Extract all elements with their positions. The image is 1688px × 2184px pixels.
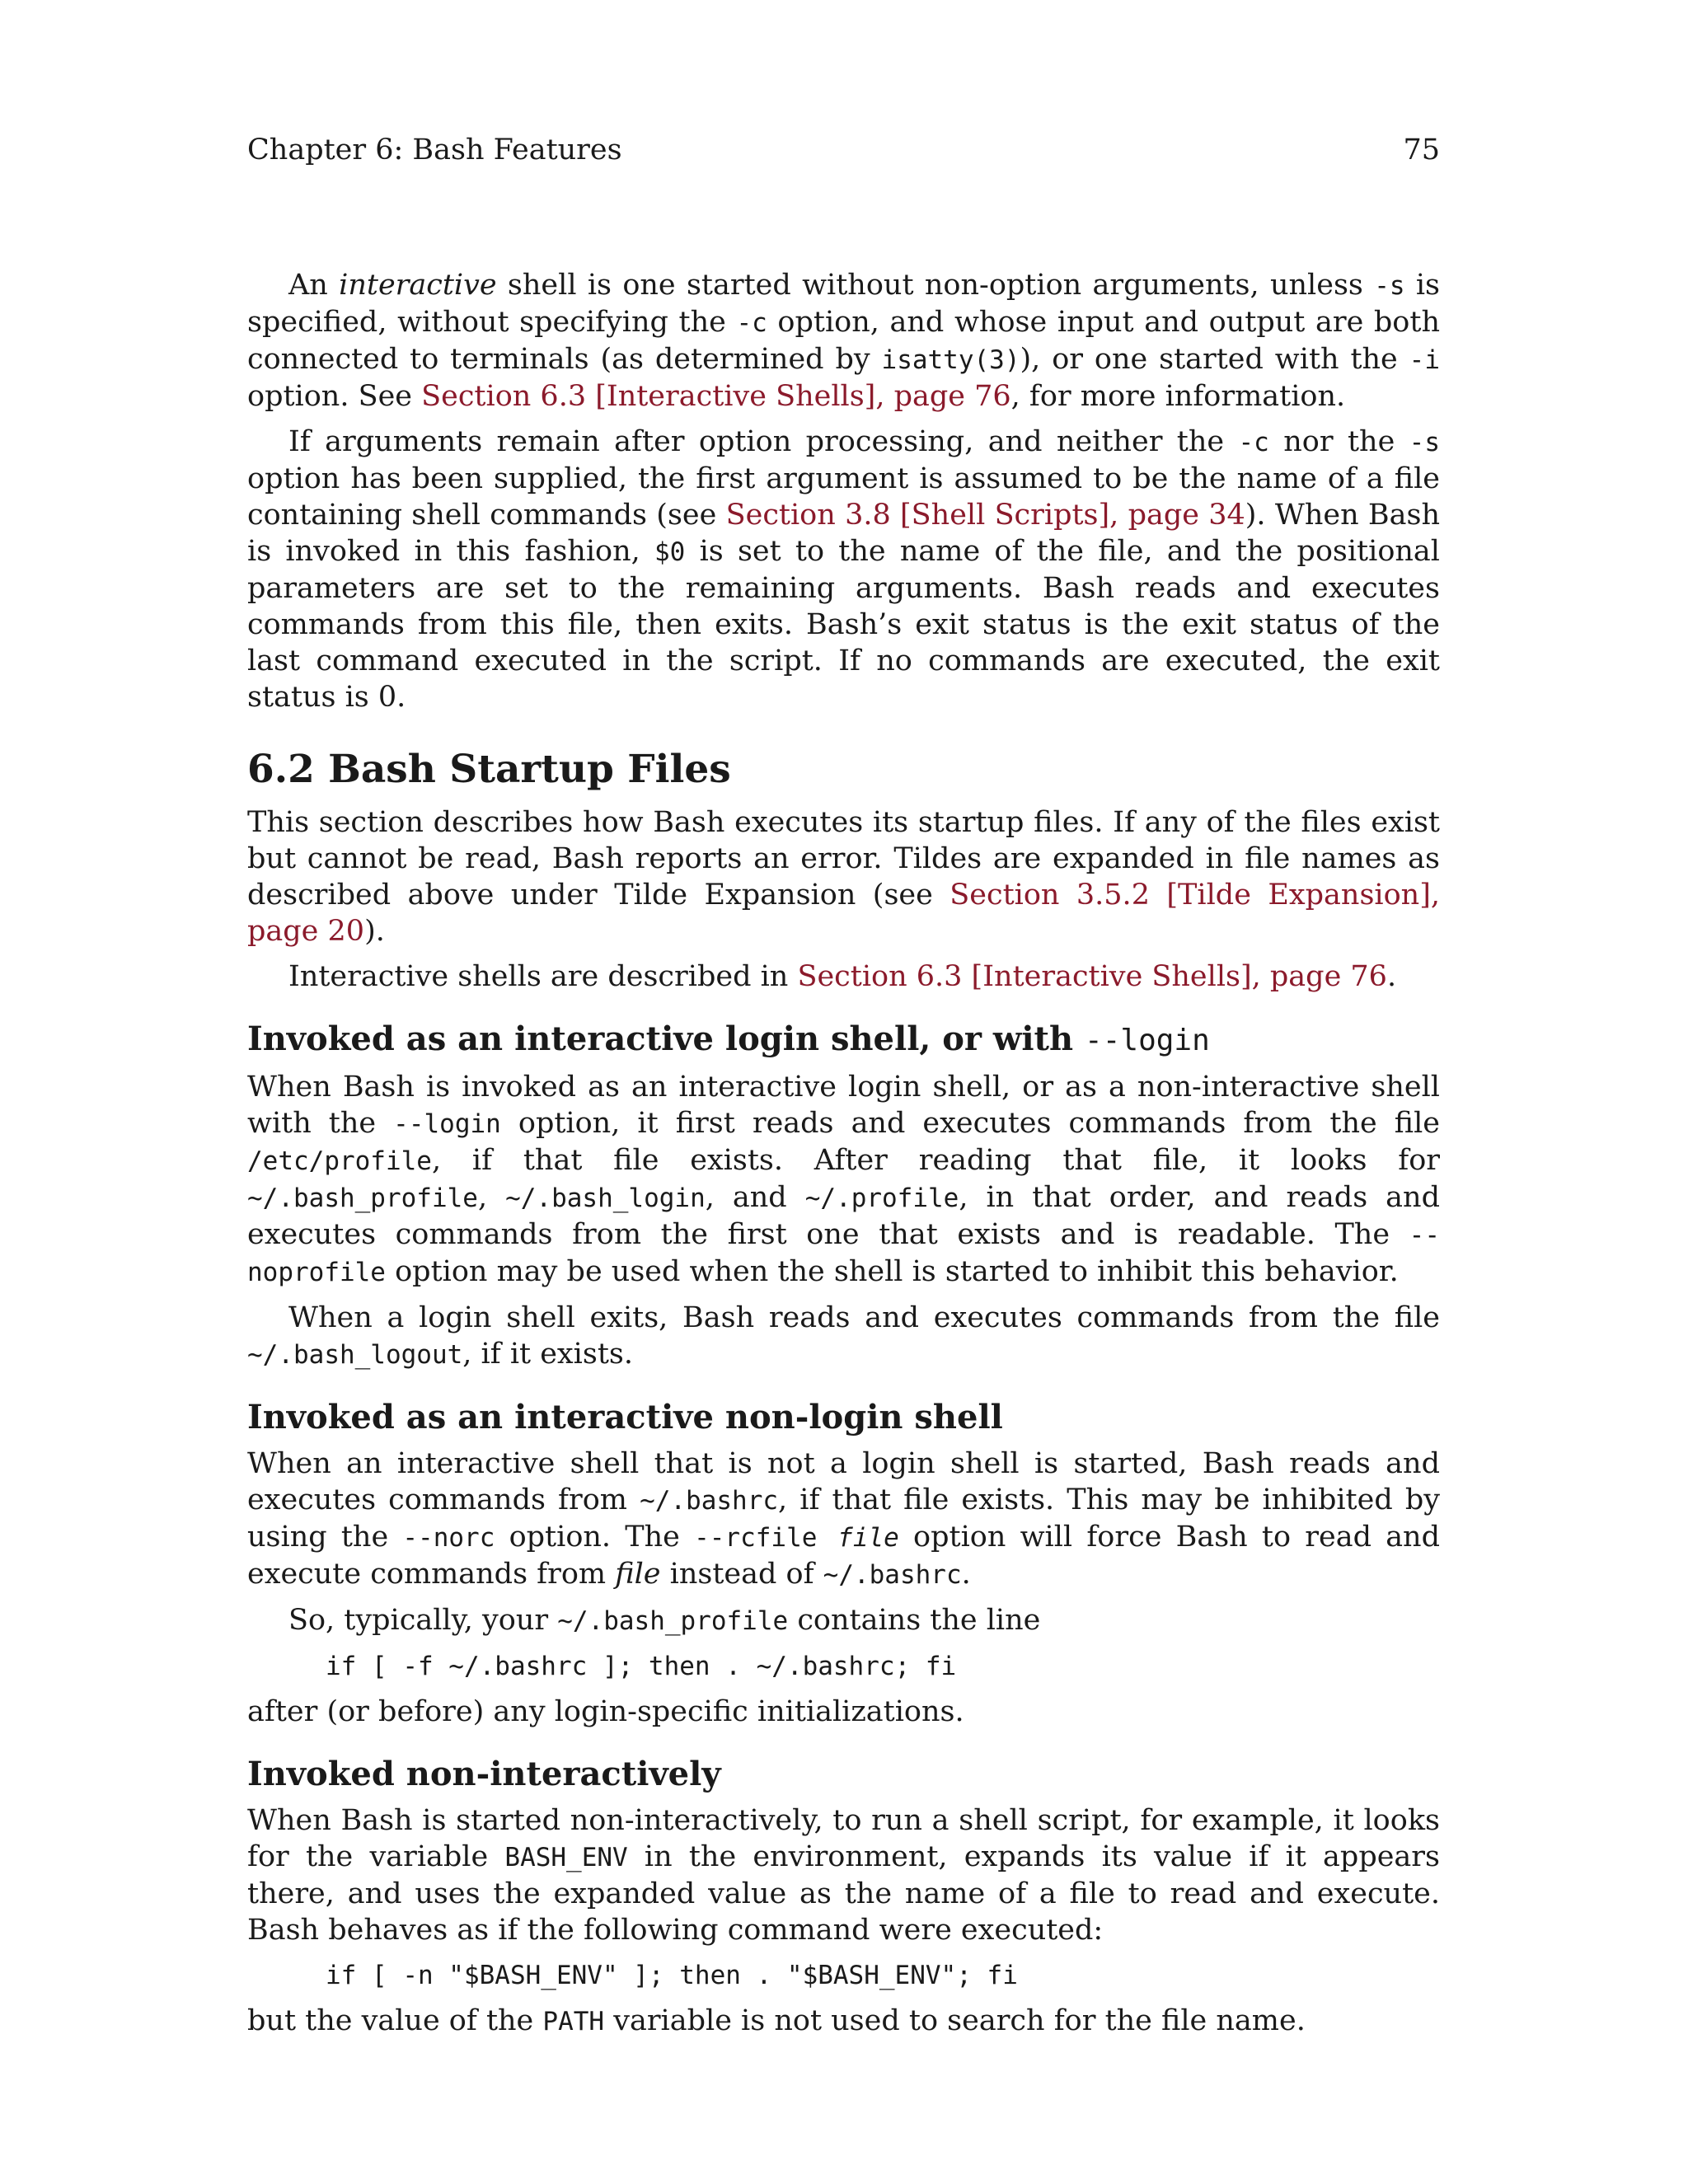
paragraph-nonlogin-shell <box>247 1446 1440 1593</box>
paragraph-typical-profile <box>247 1602 1440 1639</box>
text: , and <box>705 1181 805 1214</box>
paragraph-startup-intro <box>247 804 1440 949</box>
text: contains the line <box>788 1604 1041 1637</box>
code-path: ~/.bashrc <box>640 1486 779 1516</box>
text: option may be used when the shell is started to inhibit this behavior. <box>385 1255 1399 1288</box>
code-path: ~/.bash_logout <box>247 1340 463 1370</box>
code-argument: file <box>837 1523 899 1553</box>
text: , for more information. <box>1010 380 1346 413</box>
text: An <box>288 269 340 302</box>
code-option: --login <box>393 1109 501 1139</box>
paragraph-interactive-ref <box>247 958 1440 995</box>
code-path: ~/.bash_profile <box>247 1183 478 1213</box>
chapter-title: Chapter 6: Bash Features <box>247 134 622 166</box>
text: , if that file exists. After reading that file, it looks for <box>431 1144 1440 1177</box>
text: nor the <box>1268 425 1409 458</box>
code-option: -i <box>1409 345 1440 375</box>
text: , <box>477 1181 506 1214</box>
code-path: /etc/profile <box>247 1146 432 1176</box>
code-option: --norc <box>402 1523 495 1553</box>
code-path: ~/.bash_login <box>505 1183 706 1213</box>
code-path: ~/.bashrc <box>823 1560 962 1590</box>
code-variable: BASH_ENV <box>504 1843 628 1872</box>
code-option: -s <box>1374 271 1405 301</box>
text: When Bash is invoked as an interactive login shell, or as a non-interactive shell with the <box>247 1071 1440 1140</box>
subsection-heading-login <box>247 1018 1440 1062</box>
paragraph-arguments <box>247 424 1440 715</box>
text: When a login shell exits, Bash reads and executes commands from the file <box>288 1301 1440 1334</box>
text: When Bash is started non-interactively, to run a shell script, for example, it looks for the variable <box>247 1804 1440 1873</box>
paragraph-noninteractive <box>247 1802 1440 1948</box>
page-body <box>247 267 1440 2049</box>
text: , in that order, and reads and executes commands from the first one that exists and is readable. The <box>247 1181 1440 1251</box>
text: So, typically, your <box>288 1604 558 1637</box>
text: option. The <box>495 1521 695 1554</box>
text: is specified, without specifying the <box>247 269 1440 339</box>
code-function: isatty(3) <box>881 345 1020 375</box>
text: . <box>1386 960 1397 993</box>
text: option, it first reads and executes commands from the file <box>500 1107 1440 1140</box>
text: variable is not used to search for the file name. <box>604 2004 1306 2037</box>
code-option: -c <box>1238 428 1269 457</box>
paragraph-logout <box>247 1300 1440 1373</box>
cross-reference-link[interactable]: Section 6.3 [Interactive Shells], page 76 <box>421 380 1011 413</box>
text: option, and whose input and output are both connected to terminals (as determined by <box>247 306 1440 376</box>
paragraph-after-init: after (or before) any login-specific initializations. <box>247 1695 964 1728</box>
heading-code: --login <box>1085 1024 1210 1057</box>
text: option will force Bash to read and execute commands from <box>247 1521 1441 1591</box>
text: ). <box>364 915 385 948</box>
text: shell is one started without non-option arguments, unless <box>496 269 1375 302</box>
page-number: 75 <box>1403 134 1440 166</box>
text: , if that file exists. This may be inhibited by using the <box>247 1483 1440 1554</box>
code-variable: PATH <box>542 2007 605 2036</box>
code-path: ~/.profile <box>804 1183 959 1213</box>
text: ), or one started with the <box>1020 343 1409 376</box>
heading-text: Invoked as an interactive login shell, or with <box>247 1019 1085 1058</box>
text: When an interactive shell that is not a login shell is started, Bash reads and executes commands from <box>247 1447 1440 1516</box>
text: ). When Bash is invoked in this fashion, <box>247 499 1440 568</box>
text: but the value of the <box>247 2004 543 2037</box>
cross-reference-link[interactable]: Section 6.3 [Interactive Shells], page 76 <box>797 960 1387 993</box>
code-option: --noprofile <box>247 1221 1440 1287</box>
text: . <box>961 1558 971 1591</box>
paragraph-login-shell <box>247 1069 1440 1291</box>
paragraph-path-note <box>247 2003 1440 2040</box>
text: , if it exists. <box>462 1338 633 1371</box>
subsection-heading-nonlogin: Invoked as an interactive non-login shell <box>247 1398 1003 1436</box>
emphasis: interactive <box>339 269 497 302</box>
code-option: -s <box>1409 428 1440 457</box>
text: This section describes how Bash executes its startup files. If any of the files exist but cannot be read, Bash reports an error. Tildes are expanded in file names as described above under Tilde Expansion (see <box>247 806 1440 912</box>
code-option: -c <box>736 308 767 338</box>
code-option: --rcfile <box>694 1523 838 1553</box>
subsection-heading-noninteractive: Invoked non-interactively <box>247 1755 721 1793</box>
text: option has been supplied, the first argument is assumed to be the name of a file containing shell commands (see <box>247 462 1440 532</box>
code-variable: $0 <box>654 537 686 567</box>
emphasis: file <box>615 1558 661 1591</box>
code-path: ~/.bash_profile <box>557 1606 789 1636</box>
code-example-bashrc: if [ -f ~/.bashrc ]; then . ~/.bashrc; fi <box>326 1652 957 1681</box>
text: option. See <box>247 380 422 413</box>
text: instead of <box>660 1558 823 1591</box>
paragraph-interactive-definition <box>247 267 1440 415</box>
cross-reference-link[interactable]: Section 3.8 [Shell Scripts], page 34 <box>725 499 1245 532</box>
cross-reference-link[interactable]: Section 3.5.2 [Tilde Expansion], page 20 <box>247 879 1440 948</box>
text: Interactive shells are described in <box>288 960 798 993</box>
text: in the environment, expands its value if it appears there, and uses the expanded value as the name of a file to read and execute. Bash behaves as if the following command were executed: <box>247 1840 1440 1947</box>
text: is set to the name of the file, and the positional parameters are set to the remaining arguments. Bash reads and executes commands from this file, then exits. Bash’s exit status is the exit status of the last command executed in the script. If no commands are executed, the exit status is 0. <box>247 535 1440 714</box>
code-example-bash-env: if [ -n "$BASH_ENV" ]; then . "$BASH_ENV"; fi <box>326 1961 1018 1990</box>
running-header <box>247 130 1440 170</box>
section-heading: 6.2 Bash Startup Files <box>247 747 731 792</box>
text: If arguments remain after option processing, and neither the <box>288 425 1239 458</box>
